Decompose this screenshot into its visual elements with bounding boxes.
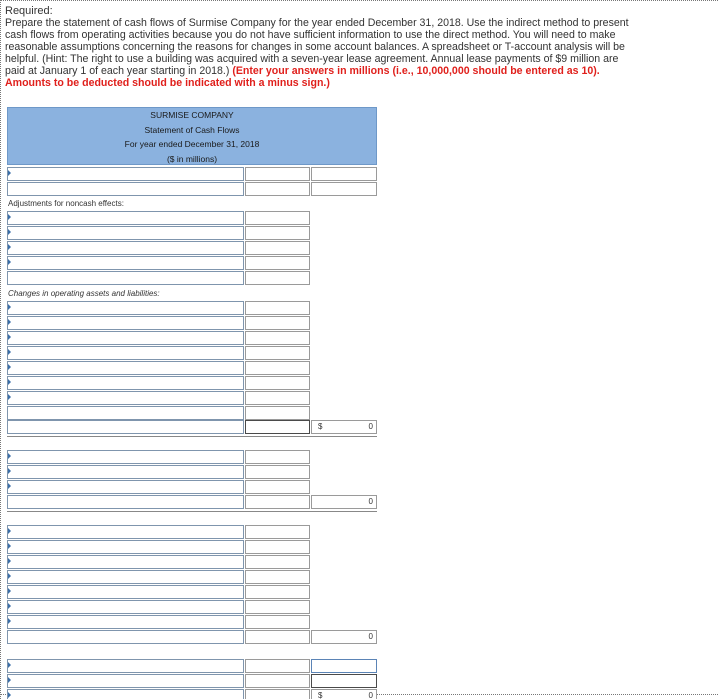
amount-input[interactable] — [245, 361, 310, 375]
account-select[interactable] — [7, 570, 244, 584]
account-select[interactable] — [7, 211, 244, 225]
amount-input[interactable] — [245, 480, 310, 494]
dropdown-arrow-icon — [8, 618, 11, 624]
amount-input[interactable] — [245, 420, 310, 434]
amount-input[interactable] — [245, 465, 310, 479]
account-select[interactable] — [7, 271, 244, 285]
amount-input[interactable] — [245, 495, 310, 509]
currency-symbol: $ — [318, 691, 323, 699]
amount-input[interactable] — [245, 615, 310, 629]
total-value: 0 — [368, 632, 373, 641]
dropdown-arrow-icon — [8, 662, 11, 668]
ending-cash-total — [311, 689, 377, 699]
dropdown-arrow-icon — [8, 483, 11, 489]
required-heading: Required: — [5, 5, 53, 17]
account-select[interactable] — [7, 361, 244, 375]
table-row — [7, 196, 377, 210]
amount-input[interactable] — [245, 211, 310, 225]
account-select[interactable] — [7, 600, 244, 614]
statement-title: Statement of Cash Flows — [144, 124, 240, 135]
account-select[interactable] — [7, 465, 244, 479]
amount-input[interactable] — [311, 167, 377, 181]
account-select[interactable] — [7, 256, 244, 270]
currency-symbol: $ — [318, 422, 323, 431]
amount-input[interactable] — [245, 376, 310, 390]
net-financing-total — [311, 630, 377, 644]
amount-input[interactable] — [245, 226, 310, 240]
account-select[interactable] — [7, 525, 244, 539]
statement-units: ($ in millions) — [166, 153, 218, 164]
amount-input[interactable] — [245, 555, 310, 569]
statement-header — [7, 107, 377, 165]
dropdown-arrow-icon — [8, 558, 11, 564]
account-select[interactable] — [7, 167, 244, 181]
dropdown-arrow-icon — [8, 379, 11, 385]
account-select[interactable] — [7, 406, 244, 420]
dropdown-arrow-icon — [8, 304, 11, 310]
amount-input[interactable] — [245, 301, 310, 315]
amount-input[interactable] — [245, 391, 310, 405]
account-select[interactable] — [7, 495, 244, 509]
net-investing-total — [311, 495, 377, 509]
dropdown-arrow-icon — [8, 170, 11, 176]
dropdown-arrow-icon — [8, 573, 11, 579]
dropdown-arrow-icon — [8, 229, 11, 235]
dropdown-arrow-icon — [8, 543, 11, 549]
account-select[interactable] — [7, 331, 244, 345]
amount-input[interactable] — [245, 689, 310, 699]
amount-input[interactable] — [245, 346, 310, 360]
total-value: 0 — [368, 497, 373, 506]
dropdown-arrow-icon — [8, 603, 11, 609]
total-value: 0 — [368, 691, 373, 699]
account-select[interactable] — [7, 689, 244, 699]
net-operating-total — [311, 420, 377, 434]
total-value: 0 — [368, 422, 373, 431]
changes-label: Changes in operating assets and liabilities: — [8, 289, 160, 298]
instructions — [5, 5, 630, 89]
adjustments-label: Adjustments for noncash effects: — [8, 199, 124, 208]
dropdown-arrow-icon — [8, 453, 11, 459]
account-select[interactable] — [7, 674, 244, 688]
account-select[interactable] — [7, 376, 244, 390]
amount-input[interactable] — [245, 630, 310, 644]
account-select[interactable] — [7, 450, 244, 464]
account-select[interactable] — [7, 420, 244, 434]
company-name: SURMISE COMPANY — [150, 110, 234, 120]
amount-input[interactable] — [245, 540, 310, 554]
account-select[interactable] — [7, 555, 244, 569]
divider — [7, 511, 377, 512]
statement-period: For year ended December 31, 2018 — [124, 139, 260, 149]
account-select[interactable] — [7, 659, 244, 673]
amount-input[interactable] — [245, 585, 310, 599]
cash-flow-worksheet — [7, 107, 377, 699]
amount-input[interactable] — [245, 570, 310, 584]
account-select[interactable] — [7, 316, 244, 330]
dropdown-arrow-icon — [8, 692, 11, 698]
amount-input[interactable] — [245, 331, 310, 345]
dropdown-arrow-icon — [8, 319, 11, 325]
dropdown-arrow-icon — [8, 244, 11, 250]
account-select[interactable] — [7, 540, 244, 554]
account-select[interactable] — [7, 630, 244, 644]
dropdown-arrow-icon — [8, 528, 11, 534]
dropdown-arrow-icon — [8, 394, 11, 400]
dropdown-arrow-icon — [8, 349, 11, 355]
account-select[interactable] — [7, 301, 244, 315]
instructions-emphasis: (Enter your answers in millions (i.e., 10,000,000 should be entered as 10). Amounts to be deducted should be indicated with a minus sign.) — [5, 65, 600, 89]
account-select[interactable] — [7, 182, 244, 196]
amount-input[interactable] — [311, 659, 377, 673]
amount-input[interactable] — [245, 525, 310, 539]
account-select[interactable] — [7, 480, 244, 494]
amount-input[interactable] — [311, 674, 377, 688]
account-select[interactable] — [7, 585, 244, 599]
amount-input[interactable] — [245, 316, 310, 330]
amount-input[interactable] — [245, 600, 310, 614]
account-select[interactable] — [7, 226, 244, 240]
table-row — [7, 286, 377, 300]
instructions-text: Prepare the statement of cash flows of Surmise Company for the year ended December 31, 2018. Use the indirect method to present cash flows from operating activities because you do not have sufficient information to use the direct method. You will need to make reasonable assumptions concerning the reasons for changes in some account balances. A spreadsheet or T-account analysis will be helpful. (Hint: The right to use a building was acquired with a seven-year lease agreement. Annual lease payments of $9 million are paid at January 1 of each year starting in 2018.) — [5, 17, 629, 77]
amount-input[interactable] — [245, 241, 310, 255]
amount-input[interactable] — [245, 167, 310, 181]
dropdown-arrow-icon — [8, 259, 11, 265]
amount-input[interactable] — [311, 182, 377, 196]
dropdown-arrow-icon — [8, 588, 11, 594]
divider — [7, 436, 377, 437]
amount-input[interactable] — [245, 271, 310, 285]
dropdown-arrow-icon — [8, 468, 11, 474]
account-select[interactable] — [7, 241, 244, 255]
account-select[interactable] — [7, 615, 244, 629]
dropdown-arrow-icon — [8, 364, 11, 370]
amount-input[interactable] — [245, 406, 310, 420]
dropdown-arrow-icon — [8, 214, 11, 220]
dropdown-arrow-icon — [8, 334, 11, 340]
account-select[interactable] — [7, 391, 244, 405]
amount-input[interactable] — [245, 659, 310, 673]
dropdown-arrow-icon — [8, 677, 11, 683]
amount-input[interactable] — [245, 450, 310, 464]
amount-input[interactable] — [245, 256, 310, 270]
amount-input[interactable] — [245, 182, 310, 196]
account-select[interactable] — [7, 346, 244, 360]
amount-input[interactable] — [245, 674, 310, 688]
